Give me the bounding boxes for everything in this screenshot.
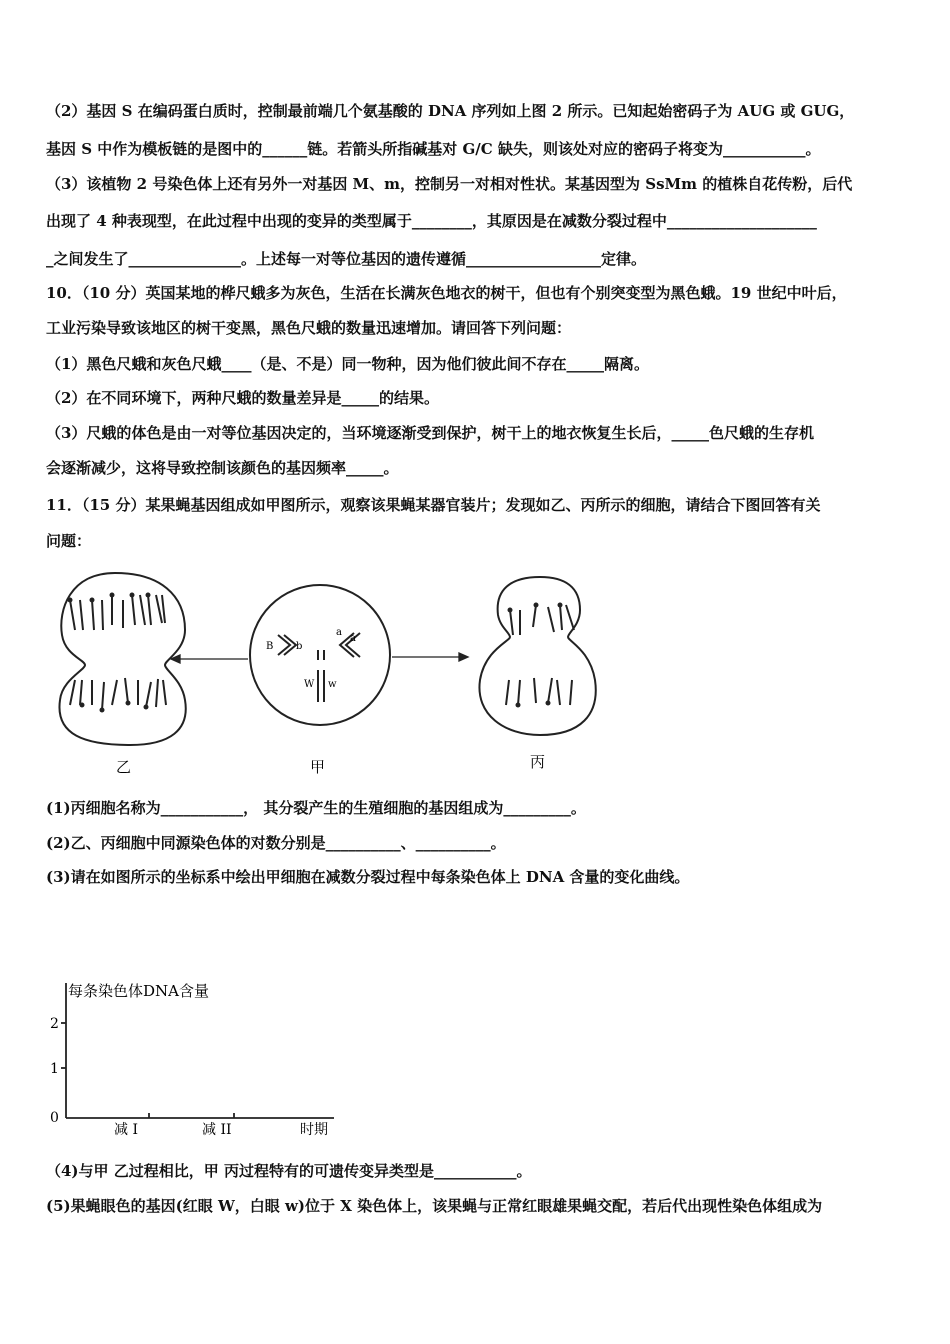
y-tick-0: 0: [50, 1110, 59, 1126]
q11-part-1: (1)丙细胞名称为___________， 其分裂产生的生殖细胞的基因组成为_________。: [46, 799, 586, 817]
graph-y-label: 每条染色体DNA含量: [68, 982, 209, 1000]
text-line-3: （3）该植物 2 号染色体上还有另外一对基因 M、m，控制另一对相对性状。某基因型为 SsMm 的植株自花传粉，后代: [46, 175, 853, 193]
text-line-11: 会逐渐减少，这将导致控制该颜色的基因频率_____。: [46, 459, 399, 477]
question-11-intro: 11．（15 分）某果蝇基因组成如甲图所示，观察该果蝇某器官装片；发现如乙、丙所示的细胞，请结合下图回答有关: [46, 496, 821, 514]
text-line-4: 出现了 4 种表现型，在此过程中出现的变异的类型属于________，其原因是在减数分裂过程中____________________: [46, 212, 817, 230]
gene-label-a-1: a: [336, 627, 342, 638]
q10-part-3: （3）尺蛾的体色是由一对等位基因决定的，当环境逐渐受到保护，树干上的地衣恢复生长后，_____色尺蛾的生存机: [46, 424, 814, 442]
y-tick-2: 2: [50, 1016, 59, 1032]
x-tick-meiosis-1: 减 I: [114, 1122, 138, 1138]
gene-label-W: W: [304, 679, 315, 690]
q10-part-2: （2）在不同环境下，两种尺蛾的数量差异是_____的结果。: [46, 389, 439, 407]
q11-part-2: (2)乙、丙细胞中同源染色体的对数分别是__________、__________。: [46, 834, 506, 852]
q10-part-1: （1）黑色尺蛾和灰色尺蛾____（是、不是）同一物种，因为他们彼此间不存在_____隔离。: [46, 355, 649, 373]
cell-division-figure: [40, 555, 600, 780]
gene-label-b: b: [296, 641, 303, 652]
q11-part-4: （4)与甲 乙过程相比，甲 丙过程特有的可遗传变异类型是___________。: [46, 1162, 532, 1180]
figure-label-bing: 丙: [530, 753, 546, 771]
q11-part-5: (5)果蝇眼色的基因(红眼 W，白眼 w)位于 X 染色体上，该果蝇与正常红眼雄果蝇交配，若后代出现性染色体组成为: [46, 1197, 823, 1215]
x-axis-label: 时期: [300, 1122, 328, 1138]
text-line-13: 问题：: [46, 532, 92, 550]
text-line-7: 工业污染导致该地区的树干变黑，黑色尺蛾的数量迅速增加。请回答下列问题：: [46, 319, 572, 337]
gene-label-w: w: [328, 679, 337, 690]
text-line-2: 基因 S 中作为模板链的是图中的______链。若箭头所指碱基对 G/C 缺失，则该处对应的密码子将变为___________。: [46, 140, 821, 158]
x-tick-meiosis-2: 减 II: [202, 1122, 232, 1138]
gene-label-a-2: a: [350, 633, 356, 644]
y-tick-1: 1: [50, 1061, 59, 1077]
figure-label-jia: 甲: [310, 758, 326, 776]
dna-content-graph: [44, 978, 344, 1138]
figure-label-yi: 乙: [116, 758, 132, 776]
text-line-1: （2）基因 S 在编码蛋白质时，控制最前端几个氨基酸的 DNA 序列如上图 2 所示。已知起始密码子为 AUG 或 GUG，: [46, 102, 855, 120]
gene-label-B: B: [266, 641, 274, 652]
q11-part-3: (3)请在如图所示的坐标系中绘出甲细胞在减数分裂过程中每条染色体上 DNA 含量的变化曲线。: [46, 868, 690, 886]
question-10-intro: 10．（10 分）英国某地的桦尺蛾多为灰色，生活在长满灰色地衣的树干，但也有个别突变型为黑色蛾。19 世纪中叶后，: [46, 284, 847, 302]
text-line-5: _之间发生了_______________。上述每一对等位基因的遗传遵循__________________定律。: [46, 250, 647, 268]
